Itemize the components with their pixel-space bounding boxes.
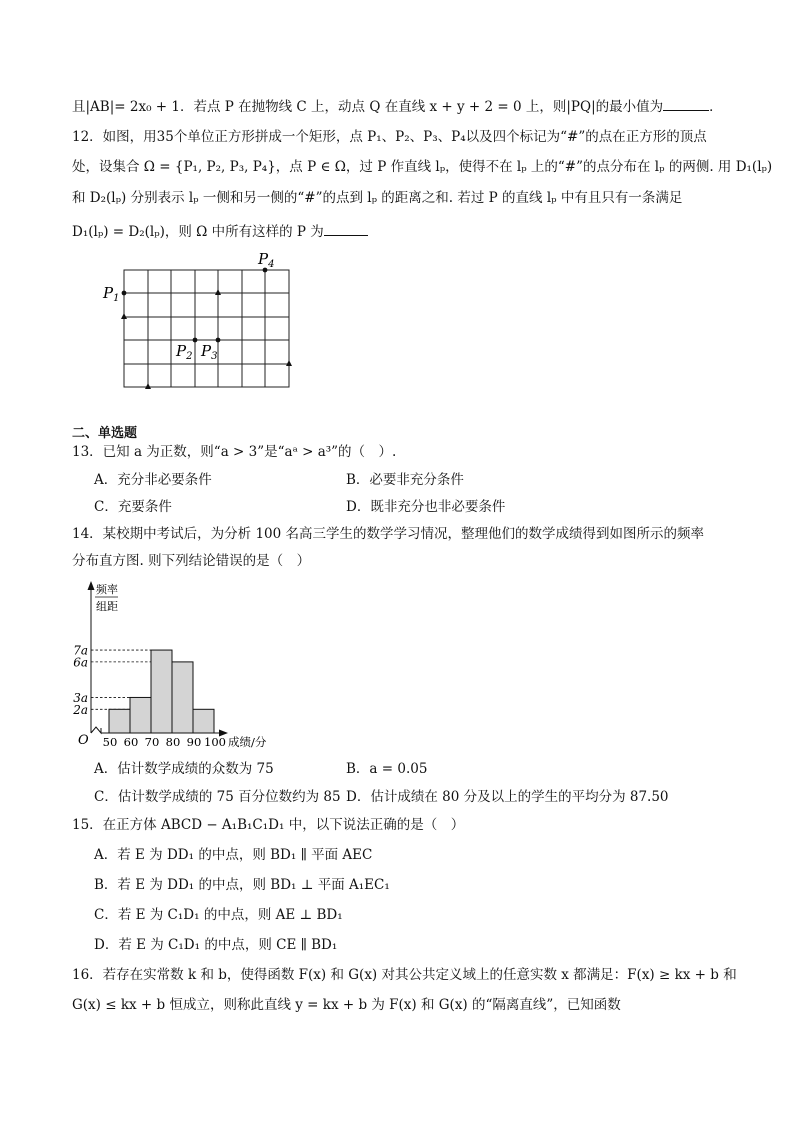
bar-70-80 — [151, 650, 172, 733]
y-tick-label-0: 2a — [73, 702, 88, 717]
point-p4 — [263, 268, 268, 273]
q12-line-1: 12．如图，用35个单位正方形拼成一个矩形，点 P₁、P₂、P₃、P₄以及四个标记为“#”的点在正方形的顶点 — [72, 129, 707, 145]
q13-option-d[interactable]: D．既非充分也非必要条件 — [346, 499, 506, 515]
q12-line-4 — [72, 223, 368, 241]
axis-break — [91, 727, 101, 733]
q15-stem: 15．在正方体 ABCD − A₁B₁C₁D₁ 中，以下说法正确的是（ ） — [72, 817, 465, 833]
q12-text: D₁(lₚ) = D₂(lₚ)，则 Ω 中所有这样的 P 为 — [72, 224, 324, 240]
x-tick-label-100: 100 — [204, 735, 226, 749]
q14-option-a[interactable]: A．估计数学成绩的众数为 75 — [94, 761, 274, 777]
hash-mark-4 — [145, 383, 151, 389]
q15-option-d[interactable]: D．若 E 为 C₁D₁ 的中点，则 CE ∥ BD₁ — [94, 937, 338, 953]
x-tick-label-90: 90 — [186, 735, 202, 749]
q15-option-b[interactable]: B．若 E 为 DD₁ 的中点，则 BD₁ ⊥ 平面 A₁EC₁ — [94, 877, 390, 893]
label-p2: $P_2$ — [176, 342, 193, 362]
q12-line-3: 和 D₂(lₚ) 分别表示 lₚ 一侧和另一侧的“#”的点到 lₚ 的距离之和. 若过 P 的直线 lₚ 中有且只有一条满足 — [72, 190, 683, 206]
q14-option-b[interactable]: B．a = 0.05 — [346, 761, 428, 777]
bar-50-60 — [109, 709, 130, 733]
x-tick-label-60: 60 — [123, 735, 139, 749]
point-p3 — [216, 338, 221, 343]
y-tick-label-1: 3a — [73, 690, 88, 705]
q13-option-b[interactable]: B．必要非充分条件 — [346, 472, 464, 488]
label-p3: $P_3$ — [201, 342, 218, 362]
q13-option-a[interactable]: A．充分非必要条件 — [94, 472, 212, 488]
section-title: 二、单选题 — [72, 426, 138, 441]
x-tick-label-50: 50 — [102, 735, 118, 749]
q14-option-c[interactable]: C．估计数学成绩的 75 百分位数约为 85 — [94, 789, 341, 805]
x-axis-label: 成绩/分 — [228, 735, 267, 749]
q12-answer-blank[interactable] — [324, 223, 368, 236]
ylabel-bottom: 组距 — [96, 600, 118, 613]
hash-mark-1 — [121, 313, 127, 319]
point-p2 — [193, 338, 198, 343]
grid-border — [124, 270, 289, 387]
q15-option-c[interactable]: C．若 E 为 C₁D₁ 的中点，则 AE ⊥ BD₁ — [94, 907, 343, 923]
q12-grid-figure — [96, 248, 316, 394]
y-tick-label-3: 7a — [73, 643, 88, 658]
hash-mark-2 — [215, 289, 221, 295]
q14-option-d[interactable]: D．估计成绩在 80 分及以上的学生的平均分为 87.50 — [346, 789, 669, 805]
y-axis-arrow — [88, 581, 95, 590]
q11-answer-blank[interactable] — [663, 98, 709, 111]
q14-line-1: 14．某校期中考试后，为分析 100 名高三学生的数学学习情况，整理他们的数学成绩得到如图所示的频率 — [72, 526, 705, 542]
q12-line-2: 处，设集合 Ω = {P₁, P₂, P₃, P₄}，点 P ∈ Ω，过 P 作直线 lₚ，使得不在 lₚ 上的“#”的点分布在 lₚ 的两侧. 用 D₁(lₚ) — [72, 159, 773, 175]
ylabel-top: 频率 — [96, 583, 118, 596]
origin-label: O — [78, 733, 89, 748]
q13-option-c[interactable]: C．充要条件 — [94, 499, 172, 515]
point-p1 — [122, 291, 127, 296]
x-tick-label-80: 80 — [165, 735, 181, 749]
bar-80-90 — [172, 662, 193, 733]
q15-option-a[interactable]: A．若 E 为 DD₁ 的中点，则 BD₁ ∥ 平面 AEC — [94, 847, 373, 863]
q11-line: 且|AB|= 2x₀ + 1．若点 P 在抛物线 C 上，动点 Q 在直线 x + y + 2 = 0 上，则|PQ|的最小值为 ． — [72, 99, 723, 115]
q11-text: 且|AB|= 2x₀ + 1．若点 P 在抛物线 C 上，动点 Q 在直线 x + y + 2 = 0 上，则|PQ|的最小值为 — [72, 99, 664, 115]
y-tick-label-2: 6a — [73, 655, 88, 670]
q13-stem: 13．已知 a 为正数，则“a > 3”是“aᵃ > a³”的（ ）. — [72, 444, 397, 460]
q16-line-2: G(x) ≤ kx + b 恒成立，则称此直线 y = kx + b 为 F(x) 和 G(x) 的“隔离直线”，已知函数 — [72, 997, 621, 1013]
label-p1: $P_1$ — [103, 284, 120, 304]
q14-line-2: 分布直方图. 则下列结论错误的是（ ） — [72, 553, 311, 569]
label-p4: $P_4$ — [258, 250, 275, 270]
bar-90-100 — [193, 709, 214, 733]
bar-60-70 — [130, 697, 151, 733]
q16-line-1: 16．若存在实常数 k 和 b，使得函数 F(x) 和 G(x) 对其公共定义域上的任意实数 x 都满足：F(x) ≥ kx + b 和 — [72, 967, 737, 983]
hash-mark-3 — [286, 360, 292, 366]
q14-histogram — [70, 577, 290, 752]
x-tick-label-70: 70 — [144, 735, 160, 749]
